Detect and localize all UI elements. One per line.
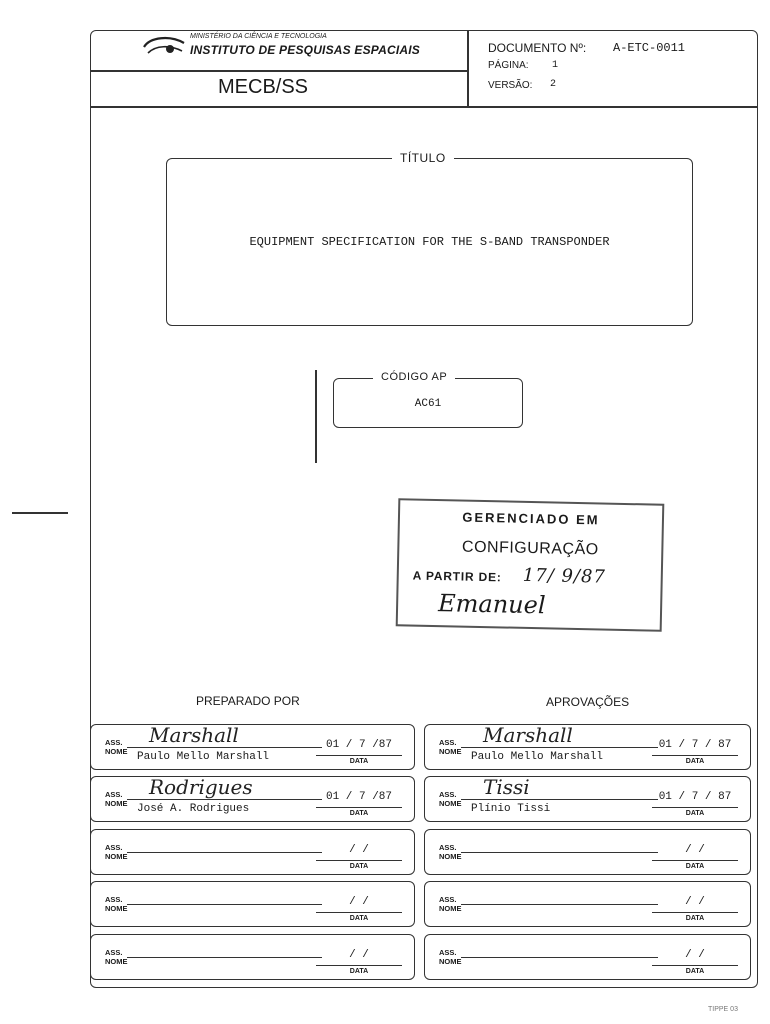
data-label: DATA: [685, 758, 705, 765]
nome-label: NOME: [439, 852, 462, 861]
signer-name: Paulo Mello Marshall: [471, 751, 604, 763]
signature-date: / /: [349, 949, 369, 961]
signer-name: José A. Rodrigues: [137, 803, 250, 815]
header-vertical-divider: [467, 30, 469, 106]
signature-line: [127, 747, 322, 748]
ass-label: ASS.: [439, 843, 457, 852]
data-label: DATA: [349, 915, 369, 922]
approvals-signature-block: [424, 934, 751, 980]
nome-label: NOME: [439, 747, 462, 756]
date-line: [652, 860, 738, 861]
date-line: [652, 965, 738, 966]
date-line: [316, 912, 402, 913]
ministry-text: MINISTÉRIO DA CIÊNCIA E TECNOLOGIA: [190, 33, 327, 40]
nome-label: NOME: [439, 904, 462, 913]
date-line: [316, 965, 402, 966]
code-legend: CÓDIGO AP: [373, 371, 455, 383]
signature-line: [461, 852, 658, 853]
signature-line: [461, 957, 658, 958]
ass-label: ASS.: [105, 738, 123, 747]
approvals-heading: APROVAÇÕES: [546, 695, 630, 709]
nome-label: NOME: [105, 747, 128, 756]
signature-date: / /: [685, 844, 705, 856]
doc-number-value: A-ETC-0011: [613, 41, 686, 55]
stamp-date-label: A PARTIR DE:: [412, 568, 502, 585]
date-line: [652, 912, 738, 913]
code-divider: [315, 370, 317, 463]
approvals-signature-block: [424, 829, 751, 875]
margin-mark: [12, 512, 68, 514]
program-code: MECB/SS: [218, 76, 309, 98]
prepared-signature-block: [90, 724, 415, 770]
ass-label: ASS.: [105, 895, 123, 904]
footer-code: TIPPE 03: [708, 1006, 738, 1013]
title-legend: TÍTULO: [392, 151, 454, 165]
document-title: EQUIPMENT SPECIFICATION FOR THE S-BAND TRANSPONDER: [249, 235, 610, 249]
stamp-line-2: CONFIGURAÇÃO: [461, 538, 599, 559]
prepared-signature-block: [90, 881, 415, 927]
institute-name: INSTITUTO DE PESQUISAS ESPACIAIS: [190, 43, 420, 57]
prepared-heading: PREPARADO POR: [196, 694, 300, 708]
date-line: [652, 755, 738, 756]
data-label: DATA: [349, 968, 369, 975]
nome-label: NOME: [439, 799, 462, 808]
ass-label: ASS.: [105, 790, 123, 799]
approvals-signature-block: [424, 881, 751, 927]
date-line: [652, 807, 738, 808]
ass-label: ASS.: [439, 895, 457, 904]
data-label: DATA: [349, 758, 369, 765]
prepared-signature-block: [90, 934, 415, 980]
date-line: [316, 807, 402, 808]
version-label: VERSÃO:: [488, 80, 533, 91]
signature-date: 01 / 7 / 87: [658, 739, 732, 751]
signature-line: [127, 799, 322, 800]
approvals-signature-block: [424, 776, 751, 822]
signature: Rodrigues: [149, 775, 253, 799]
signature: Tissi: [483, 775, 530, 799]
date-line: [316, 755, 402, 756]
signature-date: 01 / 7 / 87: [658, 791, 732, 803]
header-inner-divider: [90, 70, 467, 72]
code-value: AC61: [414, 398, 442, 410]
signature-date: / /: [685, 949, 705, 961]
ass-label: ASS.: [105, 948, 123, 957]
data-label: DATA: [685, 810, 705, 817]
signature-date: 01 / 7 /87: [325, 791, 392, 803]
page-label: PÁGINA:: [488, 60, 529, 71]
stamp-signature: Emanuel: [437, 589, 546, 620]
data-label: DATA: [685, 968, 705, 975]
header-divider: [90, 106, 758, 108]
signature-line: [127, 904, 322, 905]
prepared-signature-block: [90, 829, 415, 875]
inpe-logo-icon: [140, 33, 188, 61]
signature: Marshall: [149, 723, 239, 747]
ass-label: ASS.: [439, 948, 457, 957]
signature: Marshall: [483, 723, 573, 747]
data-label: DATA: [349, 810, 369, 817]
signer-name: Plínio Tissi: [471, 803, 551, 815]
stamp-line-1: GERENCIADO EM: [462, 509, 600, 528]
data-label: DATA: [685, 863, 705, 870]
nome-label: NOME: [105, 852, 128, 861]
approvals-signature-block: [424, 724, 751, 770]
configuration-stamp: [396, 498, 665, 632]
nome-label: NOME: [105, 904, 128, 913]
signature-line: [461, 799, 658, 800]
ass-label: ASS.: [439, 738, 457, 747]
signature-date: / /: [349, 844, 369, 856]
prepared-signature-block: [90, 776, 415, 822]
nome-label: NOME: [105, 957, 128, 966]
signature-date: 01 / 7 /87: [325, 739, 392, 751]
data-label: DATA: [349, 863, 369, 870]
page-value: 1: [552, 60, 559, 71]
nome-label: NOME: [439, 957, 462, 966]
data-label: DATA: [685, 915, 705, 922]
stamp-date: 17/ 9/87: [522, 564, 607, 588]
signature-line: [127, 957, 322, 958]
signature-line: [127, 852, 322, 853]
signer-name: Paulo Mello Marshall: [137, 751, 270, 763]
signature-line: [461, 904, 658, 905]
signature-date: / /: [685, 896, 705, 908]
doc-number-label: DOCUMENTO Nº:: [488, 41, 587, 55]
version-value: 2: [550, 79, 557, 90]
nome-label: NOME: [105, 799, 128, 808]
date-line: [316, 860, 402, 861]
signature-date: / /: [349, 896, 369, 908]
ass-label: ASS.: [439, 790, 457, 799]
signature-line: [461, 747, 658, 748]
ass-label: ASS.: [105, 843, 123, 852]
